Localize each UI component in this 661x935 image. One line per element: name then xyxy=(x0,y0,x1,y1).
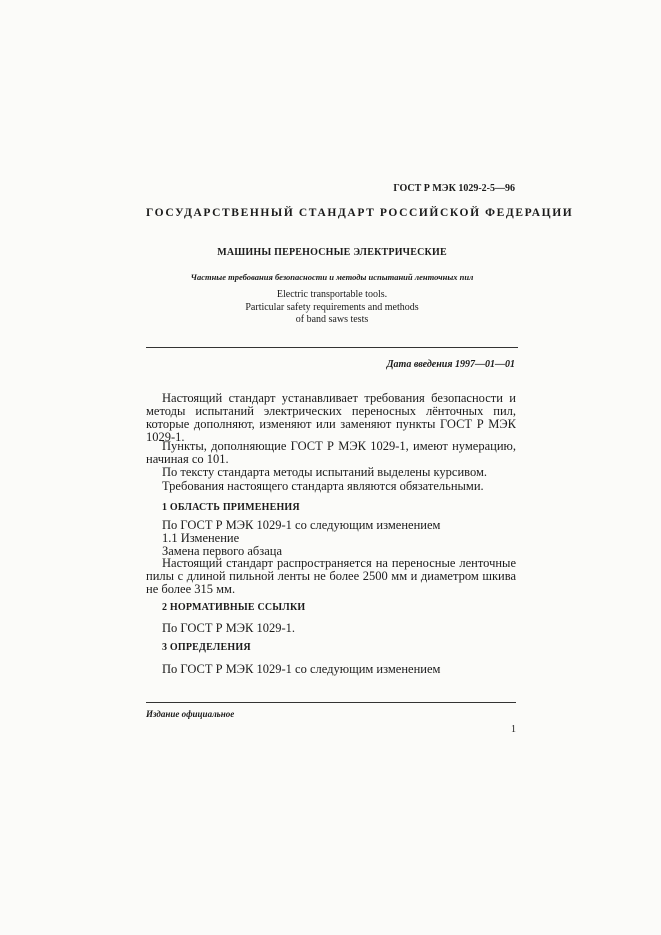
title-en-line: of band saws tests xyxy=(295,314,369,325)
footer-divider xyxy=(146,702,516,703)
section-3-heading-text: 3 ОПРЕДЕЛЕНИЯ xyxy=(162,642,251,653)
document-code: ГОСТ Р МЭК 1029-2-5—96 xyxy=(393,183,515,194)
state-standard-title: ГОСУДАРСТВЕННЫЙ СТАНДАРТ РОССИЙСКОЙ ФЕДЕРАЦИИ xyxy=(146,207,574,219)
section-1-line-4-text: Настоящий стандарт распространяется на переносные ленточные пилы с длиной пильной ленты не более 2500 мм и диаметром шкива не более 315 мм. xyxy=(146,556,516,596)
section-1-line-4 xyxy=(146,557,516,596)
section-2-line-1 xyxy=(146,622,516,635)
edition-label: Издание официальное xyxy=(146,709,235,719)
section-3-line-1-text: По ГОСТ Р МЭК 1029-1 со следующим изменением xyxy=(162,662,441,676)
intro-paragraph-2 xyxy=(146,440,516,466)
section-1-line-1-text: По ГОСТ Р МЭК 1029-1 со следующим изменением xyxy=(162,518,441,532)
section-1-heading xyxy=(146,502,300,513)
page-number: 1 xyxy=(511,724,516,735)
header-divider xyxy=(146,347,518,348)
section-1-line-3-text: Замена первого абзаца xyxy=(162,544,283,558)
intro-paragraph-1 xyxy=(146,392,516,444)
intro-paragraph-1-text: Настоящий стандарт устанавливает требования безопасности и методы испытаний электрических переносных лёнточных пил, которые дополняют, изменяют или заменяют пункты ГОСТ Р МЭК 1029-1. xyxy=(146,391,516,444)
intro-paragraph-4-text: Требования настоящего стандарта являются обязательными. xyxy=(162,479,484,493)
standard-subtitle-ru: Частные требования безопасности и методы испытаний ленточных пил xyxy=(190,272,474,282)
intro-paragraph-3-text: По тексту стандарта методы испытаний выделены курсивом. xyxy=(162,465,487,479)
section-2-heading-text: 2 НОРМАТИВНЫЕ ССЫЛКИ xyxy=(162,602,306,613)
title-en-line: Particular safety requirements and methods xyxy=(245,301,419,313)
section-1-line-2-text: 1.1 Изменение xyxy=(162,531,240,545)
intro-paragraph-3 xyxy=(146,466,516,479)
section-3-line-1 xyxy=(146,663,516,676)
section-2-heading xyxy=(146,602,305,613)
effective-date: Дата введения 1997—01—01 xyxy=(386,359,515,370)
intro-paragraph-4 xyxy=(146,480,516,493)
section-3-heading xyxy=(146,642,251,653)
intro-paragraph-2-text: Пункты, дополняющие ГОСТ Р МЭК 1029-1, имеют нумерацию, начиная со 101. xyxy=(146,439,516,466)
standard-title-ru: МАШИНЫ ПЕРЕНОСНЫЕ ЭЛЕКТРИЧЕСКИЕ xyxy=(217,247,447,258)
section-1-heading-text: 1 ОБЛАСТЬ ПРИМЕНЕНИЯ xyxy=(162,502,300,513)
title-en-line: Electric transportable tools. xyxy=(276,289,388,300)
standard-title-en xyxy=(146,289,518,327)
section-2-line-1-text: По ГОСТ Р МЭК 1029-1. xyxy=(162,621,296,635)
